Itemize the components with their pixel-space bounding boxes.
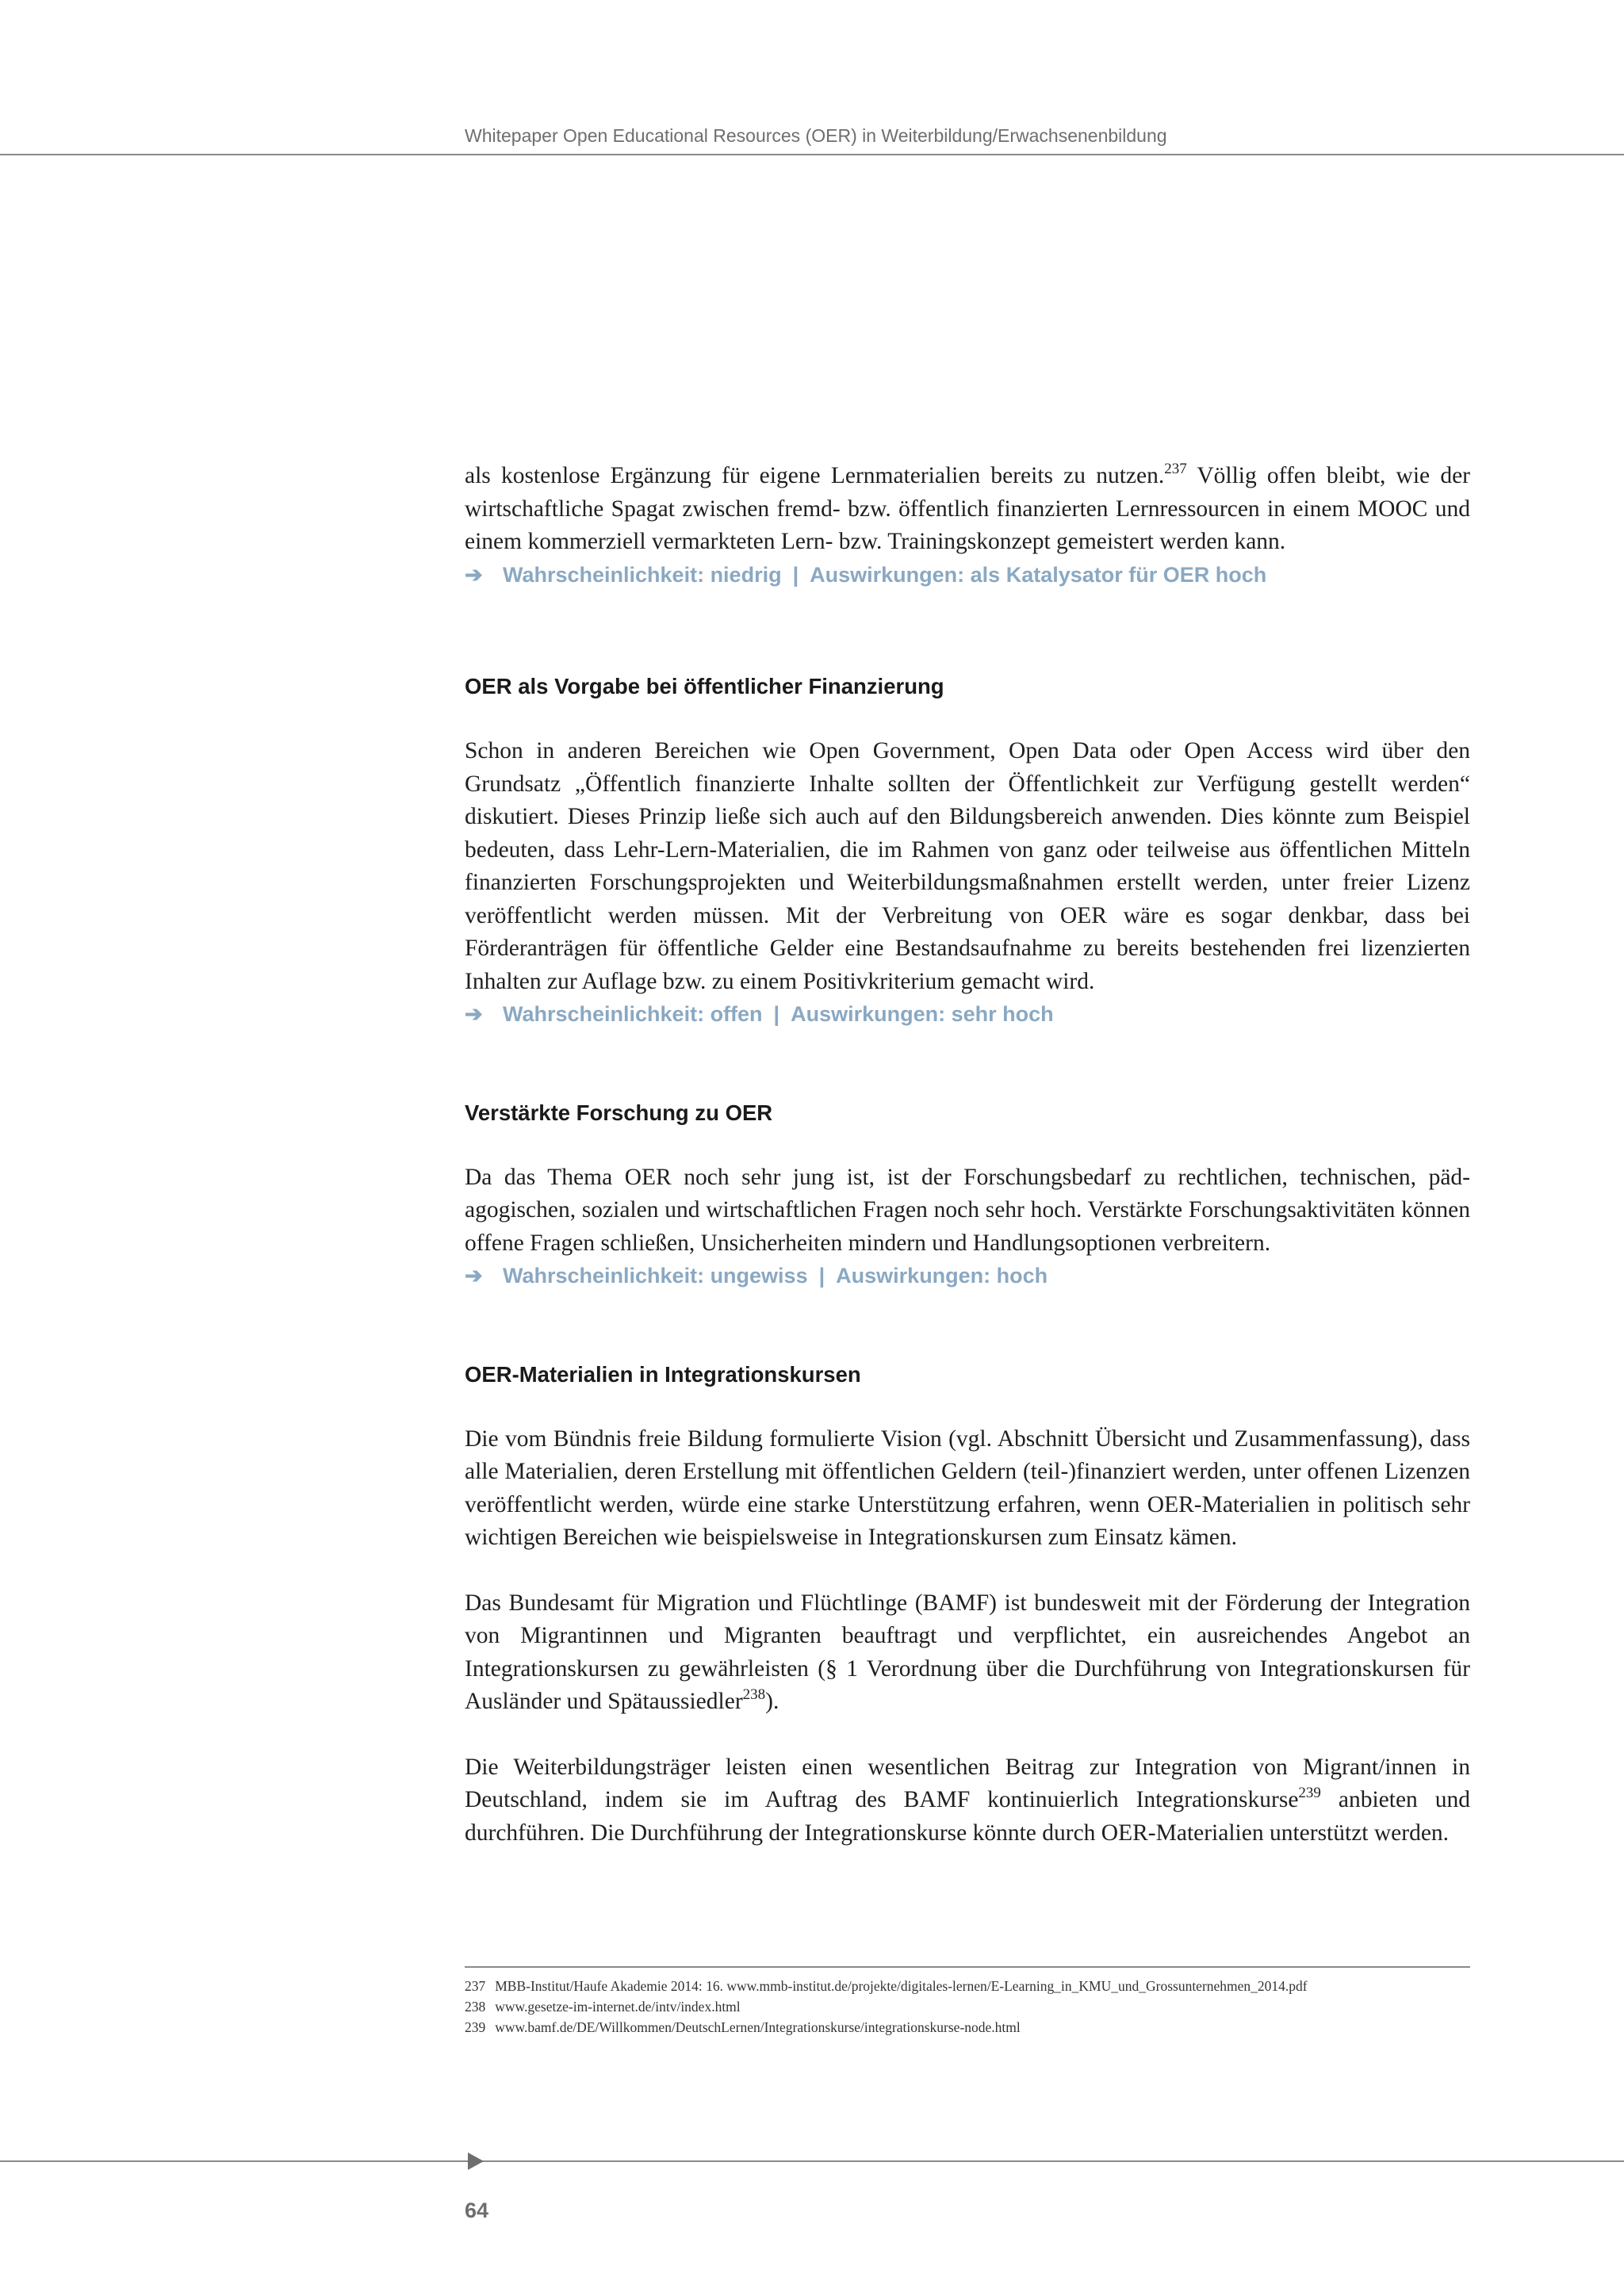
footnote-text[interactable]: MBB-Institut/Haufe Akademie 2014: 16. www.mmb-institut.de/projekte/digitales-lernen/E-Learning_in_KMU_und_Grossunternehmen_2014.pdf bbox=[495, 1978, 1308, 1994]
footnote-239 bbox=[465, 2017, 1470, 2038]
integration-paragraph-2 bbox=[465, 1587, 1470, 1719]
footnote-238 bbox=[465, 1996, 1470, 2017]
rating-separator: | bbox=[773, 1002, 780, 1026]
rating-separator: | bbox=[818, 1264, 825, 1288]
main-content bbox=[465, 460, 1470, 1850]
footnote-ref-239[interactable]: 239 bbox=[1298, 1785, 1321, 1801]
footnote-237 bbox=[465, 1976, 1470, 1996]
rating-probability: Wahrscheinlichkeit: niedrig bbox=[503, 562, 782, 587]
section-rating-oer-vorgabe bbox=[465, 998, 1470, 1031]
header-rule bbox=[0, 154, 1624, 155]
rating-probability: Wahrscheinlichkeit: ungewiss bbox=[503, 1264, 808, 1288]
integration-p2-text: Das Bundesamt für Migration und Flüchtlinge (BAMF) ist bundesweit mit der Förderung der Integration von Migrantinnen und Migranten beauftragt und verpflichtet, ein ausreichendes Angebot an Integrationskursen zu gewährleisten (§ 1 Verordnung über die Durchführung von Integrationskursen für Ausländer und Spätaussiedler bbox=[465, 1590, 1470, 1714]
arrow-icon: ➔ bbox=[465, 562, 483, 587]
rating-impact: Auswirkungen: als Katalysator für OER hoch bbox=[810, 562, 1267, 587]
footer-arrow-icon bbox=[468, 2152, 484, 2170]
footnote-number: 239 bbox=[465, 2019, 486, 2035]
integration-paragraph-1: Die vom Bündnis freie Bildung formulierte Vision (vgl. Abschnitt Übersicht und Zusammenfassung), dass alle Materialien, deren Erstellung mit öffentlichen Geldern (teil-)finanziert werden, unter offenen Lizenzen veröffentlicht werden, würde eine starke Unterstützung erfahren, wenn OER-Materialien in politisch sehr wichtigen Bereichen wie beispielsweise in Integrationskursen zum Einsatz kämen. bbox=[465, 1425, 1470, 1550]
footnote-text[interactable]: www.gesetze-im-internet.de/intv/index.html bbox=[495, 1999, 741, 2015]
footnote-number: 238 bbox=[465, 1999, 486, 2015]
integration-paragraph-3 bbox=[465, 1751, 1470, 1850]
running-header: Whitepaper Open Educational Resources (OER) in Weiterbildung/Erwachsenenbildung bbox=[465, 125, 1167, 146]
rating-separator: | bbox=[792, 562, 799, 587]
arrow-icon: ➔ bbox=[465, 1002, 483, 1026]
section-paragraph-forschung: Da das Thema OER noch sehr jung ist, ist der Forschungsbedarf zu rechtlichen, technischen, pädagogischen, sozialen und wirtschaftlichen Fragen noch sehr hoch. Verstärkte Forschungsaktivitäten können offene Fragen schließen, Unsicherheiten mindern und Handlungsoptionen verbreitern. bbox=[465, 1164, 1470, 1256]
footnotes bbox=[465, 1966, 1470, 2038]
rating-impact: Auswirkungen: sehr hoch bbox=[791, 1002, 1054, 1026]
footer-rule bbox=[0, 2160, 1624, 2162]
section-rating-forschung bbox=[465, 1260, 1470, 1293]
integration-p3-text: Die Weiterbildungsträger leisten einen wesentlichen Beitrag zur Integration von Migrant/innen in Deutschland, indem sie im Auftrag des BAMF kontinuierlich Integrationskurse bbox=[465, 1754, 1470, 1812]
intro-paragraph bbox=[465, 460, 1470, 559]
intro-rating bbox=[465, 559, 1470, 592]
footnote-number: 237 bbox=[465, 1978, 486, 1994]
rating-impact: Auswirkungen: hoch bbox=[836, 1264, 1048, 1288]
arrow-icon: ➔ bbox=[465, 1264, 483, 1288]
section-heading-integrationskurse: OER-Materialien in Integrationskursen bbox=[465, 1361, 861, 1387]
footnote-text[interactable]: www.bamf.de/DE/Willkommen/DeutschLernen/Integrationskurse/integrationskurse-node.html bbox=[495, 2019, 1021, 2035]
section-paragraph-oer-vorgabe: Schon in anderen Bereichen wie Open Government, Open Data oder Open Access wird über den Grundsatz „Öffentlich finanzierte Inhalte sollten der Öffentlichkeit zur Verfügung gestellt werden“ diskutiert. Dieses Prinzip ließe sich auch auf den Bildungsbereich anwenden. Dies könnte zum Beispiel bedeuten, dass Lehr-Lern-Materialien, die im Rahmen von ganz oder teilweise aus öffentlichen Mitteln finanzierten Forschungsprojekten und Weiterbildungsmaßnahmen erstellt werden, unter freier Lizenz veröffentlicht werden müssen. Mit der Verbreitung von OER wäre es sogar denkbar, dass bei Förderanträgen für öffentliche Gelder eine Bestandsaufnahme zu bereits bestehenden frei lizenzierten Inhalten zur Auflage bzw. zu einem Positivkriterium gemacht wird. bbox=[465, 738, 1470, 994]
footnote-ref-237[interactable]: 237 bbox=[1164, 461, 1187, 477]
page-number: 64 bbox=[465, 2198, 489, 2222]
rating-probability: Wahrscheinlichkeit: offen bbox=[503, 1002, 763, 1026]
section-heading-forschung: Verstärkte Forschung zu OER bbox=[465, 1100, 773, 1125]
footnote-ref-238[interactable]: 238 bbox=[742, 1686, 766, 1703]
integration-p2-end: ). bbox=[765, 1689, 779, 1714]
intro-text-continued: Völlig offen bleibt, wie der wirtschaftliche Spagat zwischen fremd- bzw. öffentlich finanzierten Lernressourcen in einem MOOC und einem kommerziell vermarkteten Lern- bzw. Trainingskonzept gemeistert werden kann. bbox=[465, 463, 1470, 554]
integration-p3-end: anbieten und durchführen. Die Durchführung der Integrationskurse könnte durch OER-Materialien unterstützt werden. bbox=[465, 1787, 1470, 1846]
intro-text: als kostenlose Ergänzung für eigene Lernmaterialien bereits zu nutzen. bbox=[465, 463, 1165, 488]
section-heading-oer-vorgabe: OER als Vorgabe bei öffentlicher Finanzierung bbox=[465, 674, 944, 698]
